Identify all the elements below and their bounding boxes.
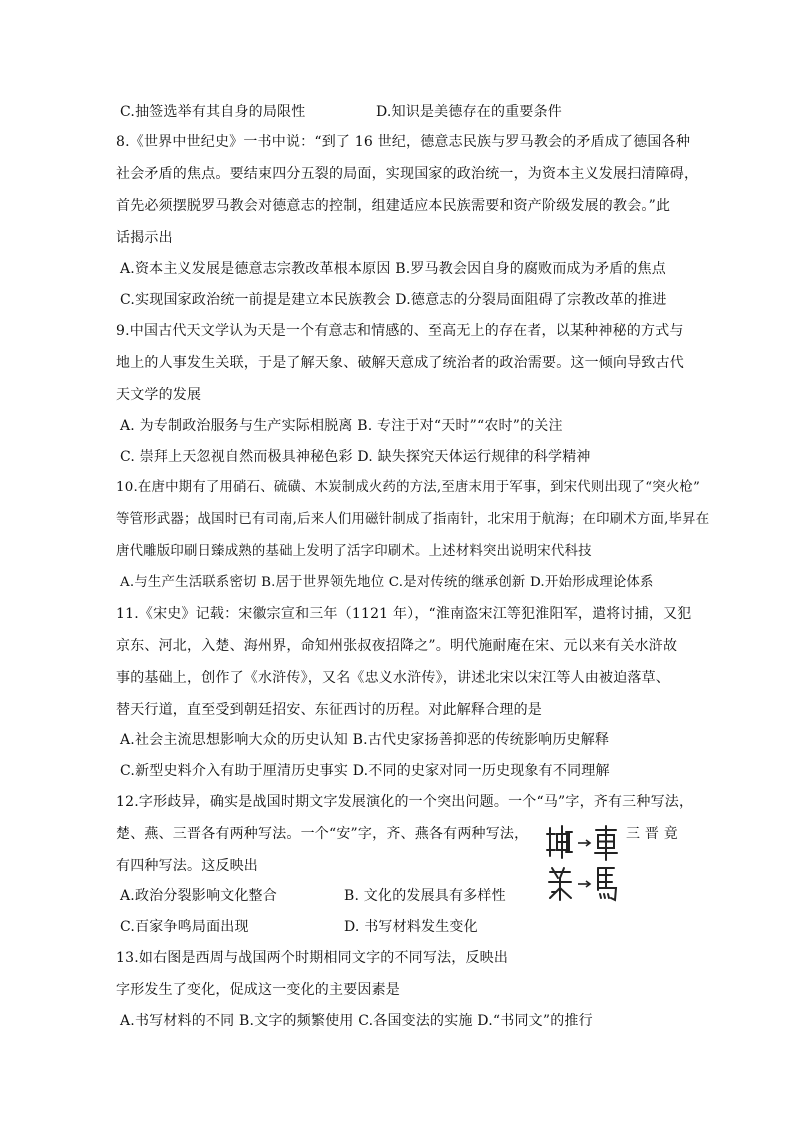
- q11-stem-line-4: 替天行道，直至受到朝廷招安、东征西讨的历程。对此解释合理的是: [116, 702, 542, 718]
- q10-options: A.与生产生活联系密切 B.居于世界领先地位 C.是对传统的继承创新 D.开始形成理论体系: [120, 575, 654, 590]
- q8-stem-line-4: 话揭示出: [116, 230, 173, 246]
- q8-stem-line-1: 8.《世界中世纪史》一书中说：“到了 16 世纪，德意志民族与罗马教会的矛盾成了德国各种: [116, 134, 691, 150]
- q9-stem-line-3: 天文学的发展: [116, 387, 202, 403]
- q11-options-cd: C.新型史料介入有助于厘清历史事实 D.不同的史家对同一历史现象有不同理解: [120, 763, 610, 779]
- q12-stem-line-2b: 三 晋 竟: [626, 826, 678, 842]
- ancient-ma-glyph: [549, 868, 571, 900]
- q8-stem-line-3: 首先必须摆脱罗马教会对德意志的控制，组建适应本民族需要和资产阶级发展的教会。”此: [116, 198, 671, 214]
- q13-stem-line-1: 13.如右图是西周与战国两个时期相同文字的不同写法，反映出: [116, 950, 509, 966]
- arrow-icon-row-1: [578, 840, 590, 846]
- q10-stem-line-1: 10.在唐中期有了用硝石、硫磺、木炭制成火药的方法,至唐末用于军事，到宋代则出现了“突火枪”: [116, 480, 701, 495]
- q8-options-cd: C.实现国家政治统一前提是建立本民族教会 D.德意志的分裂局面阻碍了宗教改革的推进: [120, 292, 667, 308]
- character-variant-image: [546, 822, 620, 906]
- q8-options-ab: A.资本主义发展是德意志宗教改革根本原因 B.罗马教会因自身的腐败而成为矛盾的焦点: [120, 261, 666, 277]
- q12-option-d: D. 书写材料发生变化: [344, 919, 478, 935]
- arrow-icon-row-2: [578, 881, 590, 887]
- q11-options-ab: A.社会主流思想影响大众的历史认知 B.古代史家扬善抑恶的传统影响历史解释: [120, 732, 610, 748]
- q9-stem-line-2: 地上的人事发生关联，于是了解天象、破解天意成了统治者的政治需要。这一倾向导致古代: [116, 355, 684, 371]
- q9-options-cd: C. 崇拜上天忽视自然而极具神秘色彩 D. 缺失探究天体运行规律的科学精神: [120, 449, 591, 465]
- q7-option-d: D.知识是美德存在的重要条件: [376, 104, 562, 120]
- q12-stem-line-1: 12.字形歧异，确实是战国时期文字发展演化的一个突出问题。一个“马”字，齐有三种写法，: [116, 794, 694, 810]
- q10-stem-line-2: 等管形武器；战国时已有司南,后来人们用磁针制成了指南针，北宋用于航海；在印刷术方面,毕昇在: [116, 512, 710, 527]
- modern-che-glyph: [595, 826, 617, 860]
- q12-option-b: B. 文化的发展具有多样性: [344, 888, 506, 904]
- ancient-che-glyph: [547, 826, 572, 858]
- q12-option-c: C.百家争鸣局面出现: [120, 919, 249, 935]
- q11-stem-line-2: 京东、河北，入楚、海州界，命知州张叔夜招降之”。明代施耐庵在宋、元以来有关水浒故: [116, 638, 678, 654]
- q13-stem-line-2: 字形发生了变化，促成这一变化的主要因素是: [116, 982, 400, 998]
- q12-stem-line-3: 有四种写法。这反映出: [116, 858, 258, 874]
- q11-stem-line-3: 事的基础上，创作了《水浒传》，又名《忠义水浒传》，讲述北宋以宋江等人由被迫落草、: [116, 670, 670, 686]
- modern-ma-glyph: [598, 868, 616, 900]
- q11-stem-line-1: 11.《宋史》记载：宋徽宗宣和三年（1121 年），“淮南盗宋江等犯淮阳军，遣将讨捕，又犯: [116, 606, 692, 622]
- q10-stem-line-3: 唐代雕版印刷日臻成熟的基础上发明了活字印刷术。上述材料突出说明宋代科技: [116, 544, 592, 559]
- q8-stem-line-2: 社会矛盾的焦点。要结束四分五裂的局面，实现国家的政治统一，为资本主义发展扫清障碍，: [116, 166, 699, 182]
- q13-options: A.书写材料的不同 B.文字的频繁使用 C.各国变法的实施 D.“书同文”的推行: [120, 1013, 593, 1029]
- q12-stem-line-2a: 楚、燕、三晋各有两种写法。一个“安”字，齐、燕各有两种写法，: [116, 826, 529, 842]
- q9-options-ab: A. 为专制政治服务与生产实际相脱离 B. 专注于对“天时”“农时”的关注: [120, 418, 563, 434]
- q12-option-a: A.政治分裂影响文化整合: [120, 888, 277, 904]
- q9-stem-line-1: 9.中国古代天文学认为天是一个有意志和情感的、至高无上的存在者，以某种神秘的方式与: [116, 323, 684, 339]
- q7-option-c: C.抽签选举有其自身的局限性: [120, 104, 306, 120]
- character-variant-figure: [546, 822, 620, 906]
